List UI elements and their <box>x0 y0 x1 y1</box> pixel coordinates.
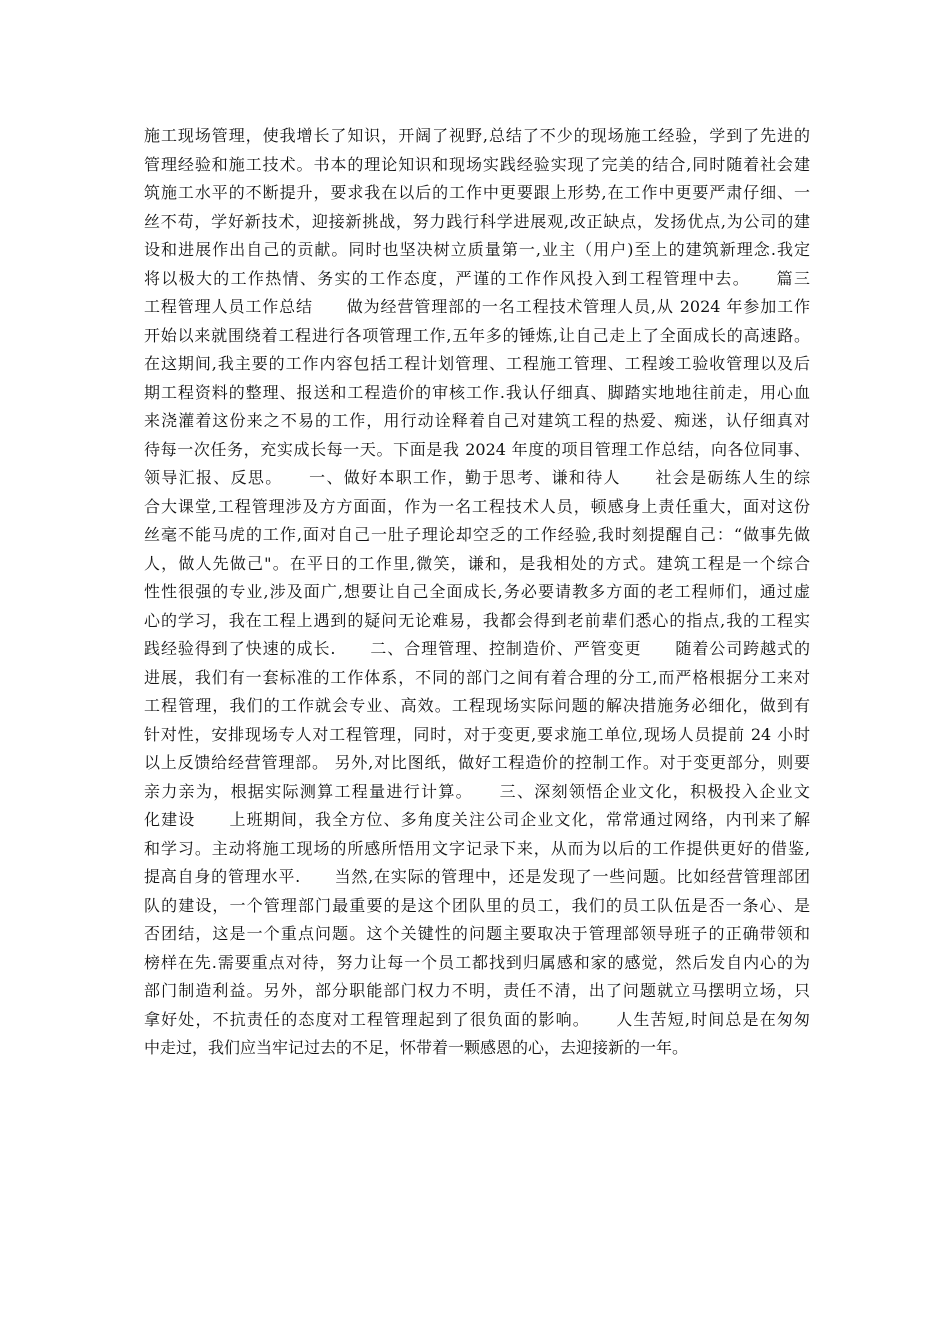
text-line: 进展，我们有一套标准的工作体系，不同的部门之间有着合理的分工,而严格根据分工来对 <box>144 667 810 687</box>
text-line: 期工程资料的整理、报送和工程造价的审核工作.我认仔细真、脚踏实地地往前走，用心血 <box>144 382 810 402</box>
text-line: 领导汇报、反思。 一、做好本职工作，勤于思考、谦和待人 社会是砺练人生的综 <box>144 468 810 487</box>
text-line: 待每一次任务，充实成长每一天。下面是我 2024 年度的项目管理工作总结，向各位同事、 <box>144 439 810 459</box>
text-line: 中走过，我们应当牢记过去的不足，怀带着一颗感恩的心，去迎接新的一年。 <box>144 1038 689 1057</box>
text-line: 提高自身的管理水平. 当然,在实际的管理中，还是发现了一些问题。比如经营管理部团 <box>144 867 810 886</box>
text-line: 部门制造利益。另外，部分职能部门权力不明，责任不清，出了问题就立马摆明立场，只 <box>144 981 810 1000</box>
text-line: 筑施工水平的不断提升，要求我在以后的工作中更要跟上形势,在工作中更要严肃仔细、一 <box>144 183 810 202</box>
text-line: 针对性，安排现场专人对工程管理，同时，对于变更,要求施工单位,现场人员提前 24 小时 <box>144 724 810 744</box>
text-line: 丝不苟，学好新技术，迎接新挑战，努力践行科学进展观,改正缺点，发扬优点,为公司的建 <box>144 211 810 231</box>
text-line: 榜样在先.需要重点对待，努力让每一个员工都找到归属感和家的感觉，然后发自内心的为 <box>144 952 810 972</box>
text-line: 和学习。主动将施工现场的所感所悟用文字记录下来，从而为以后的工作提供更好的借鉴, <box>144 838 810 858</box>
text-line: 性性很强的专业,涉及面广,想要让自己全面成长,务必要请教多方面的老工程师们，通过虚 <box>144 582 810 601</box>
text-line: 施工现场管理，使我增长了知识，开阔了视野,总结了不少的现场施工经验，学到了先进的 <box>144 126 810 145</box>
text-line: 践经验得到了快速的成长. 二、合理管理、控制造价、严管变更 随着公司跨越式的 <box>144 639 810 658</box>
text-line: 在这期间,我主要的工作内容包括工程计划管理、工程施工管理、工程竣工验收管理以及后 <box>144 354 810 373</box>
text-line: 亲力亲为，根据实际测算工程量进行计算。 三、深刻领悟企业文化，积极投入企业文 <box>144 781 810 801</box>
text-line: 人，做人先做己"。在平日的工作里,微笑，谦和，是我相处的方式。建筑工程是一个综合 <box>144 553 810 573</box>
text-line: 心的学习，我在工程上遇到的疑问无论难易，我都会得到老前辈们悉心的指点,我的工程实 <box>144 610 810 630</box>
text-line: 管理经验和施工技术。书本的理论知识和现场实践经验实现了完美的结合,同时随着社会建 <box>144 154 810 174</box>
text-line: 将以极大的工作热情、务实的工作态度，严谨的工作作风投入到工程管理中去。 篇三 <box>144 268 810 288</box>
body-text <box>144 122 810 1063</box>
text-line: 拿好处，不抗责任的态度对工程管理起到了很负面的影响。 人生苦短,时间总是在匆匆 <box>144 1009 810 1029</box>
text-line: 合大课堂,工程管理涉及方方面面，作为一名工程技术人员，顿感身上责任重大，面对这份 <box>144 496 810 516</box>
text-line: 来浇灌着这份来之不易的工作，用行动诠释着自己对建筑工程的热爱、痴迷，认仔细真对 <box>144 411 810 430</box>
text-line: 以上反馈给经营管理部。 另外,对比图纸，做好工程造价的控制工作。对于变更部分，则要 <box>144 753 810 772</box>
text-line: 开始以来就围绕着工程进行各项管理工作,五年多的锤炼,让自己走上了全面成长的高速路。 <box>144 325 810 345</box>
text-line: 工程管理人员工作总结 做为经营管理部的一名工程技术管理人员,从 2024 年参加工作 <box>144 297 810 316</box>
text-line: 否团结，这是一个重点问题。这个关键性的问题主要取决于管理部领导班子的正确带领和 <box>144 924 810 943</box>
text-line: 工程管理，我们的工作就会专业、高效。工程现场实际问题的解决措施务必细化，做到有 <box>144 696 810 715</box>
text-line: 丝毫不能马虎的工作,面对自己一肚子理论却空乏的工作经验,我时刻提醒自己：“做事先做 <box>144 525 810 544</box>
text-line: 化建设 上班期间，我全方位、多角度关注公司企业文化，常常通过网络，内刊来了解 <box>144 810 810 829</box>
text-line: 设和进展作出自己的贡献。同时也坚决树立质量第一,业主（用户)至上的建筑新理念.我定 <box>144 240 810 259</box>
text-line: 队的建设，一个管理部门最重要的是这个团队里的员工，我们的员工队伍是否一条心、是 <box>144 895 810 915</box>
